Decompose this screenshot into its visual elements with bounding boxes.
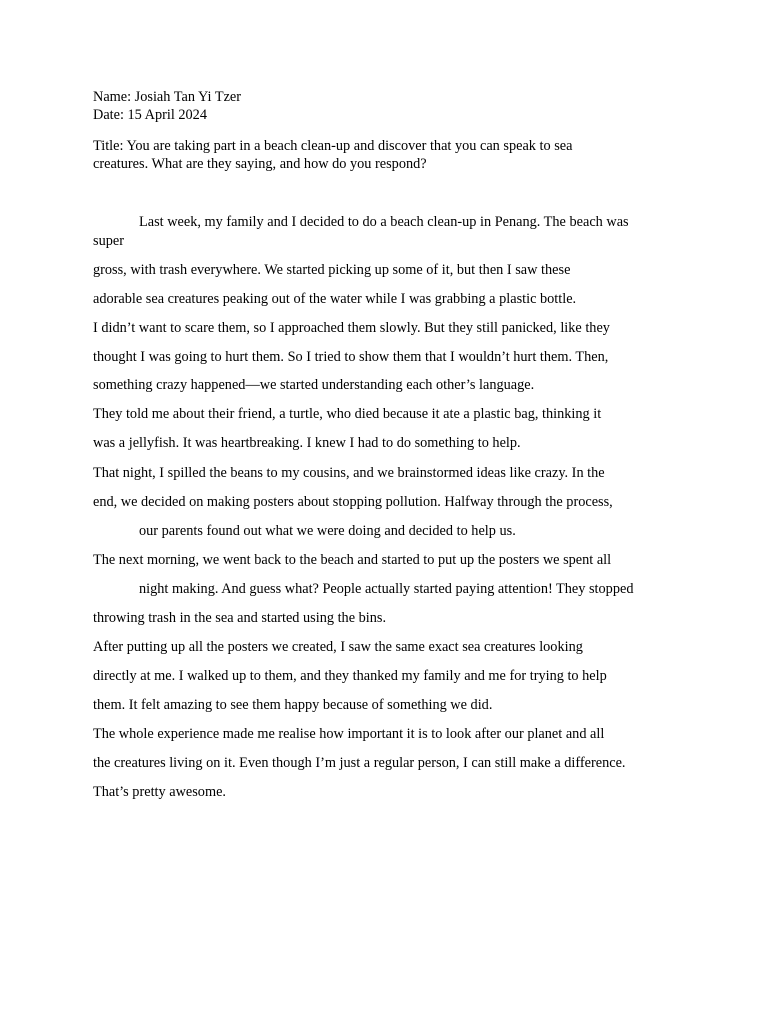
- essay-title-line-2: creatures. What are they saying, and how do you respond?: [93, 156, 427, 172]
- body-line: end, we decided on making posters about stopping pollution. Halfway through the process,: [93, 494, 613, 510]
- body-line: The whole experience made me realise how important it is to look after our planet and all: [93, 726, 605, 742]
- body-line: something crazy happened—we started understanding each other’s language.: [93, 377, 535, 393]
- body-line: They told me about their friend, a turtle, who died because it ate a plastic bag, thinking it: [93, 406, 602, 422]
- body-line: night making. And guess what? People actually started paying attention! They stopped: [139, 581, 634, 597]
- body-line: The next morning, we went back to the beach and started to put up the posters we spent all: [93, 552, 612, 568]
- body-line: them. It felt amazing to see them happy because of something we did.: [93, 697, 493, 713]
- body-line: super: [93, 233, 124, 249]
- essay-title-line-1: Title: You are taking part in a beach clean-up and discover that you can speak to sea: [93, 138, 573, 154]
- body-line: was a jellyfish. It was heartbreaking. I knew I had to do something to help.: [93, 435, 521, 451]
- body-line: That night, I spilled the beans to my cousins, and we brainstormed ideas like crazy. In the: [93, 465, 605, 481]
- body-line: directly at me. I walked up to them, and they thanked my family and me for trying to help: [93, 668, 607, 684]
- body-line: adorable sea creatures peaking out of the water while I was grabbing a plastic bottle.: [93, 291, 577, 307]
- body-line: That’s pretty awesome.: [93, 784, 226, 800]
- student-name: Name: Josiah Tan Yi Tzer: [93, 89, 242, 105]
- body-line: I didn’t want to scare them, so I approached them slowly. But they still panicked, like they: [93, 320, 610, 336]
- body-line: thought I was going to hurt them. So I tried to show them that I wouldn’t hurt them. Then,: [93, 349, 609, 365]
- body-line: gross, with trash everywhere. We started picking up some of it, but then I saw these: [93, 262, 571, 278]
- body-line: throwing trash in the sea and started using the bins.: [93, 610, 387, 626]
- body-line: the creatures living on it. Even though I’m just a regular person, I can still make a difference.: [93, 755, 626, 771]
- body-line: After putting up all the posters we created, I saw the same exact sea creatures looking: [93, 639, 583, 655]
- essay-date: Date: 15 April 2024: [93, 107, 207, 123]
- body-line: our parents found out what we were doing and decided to help us.: [139, 523, 516, 539]
- body-line: Last week, my family and I decided to do a beach clean-up in Penang. The beach was: [139, 214, 629, 230]
